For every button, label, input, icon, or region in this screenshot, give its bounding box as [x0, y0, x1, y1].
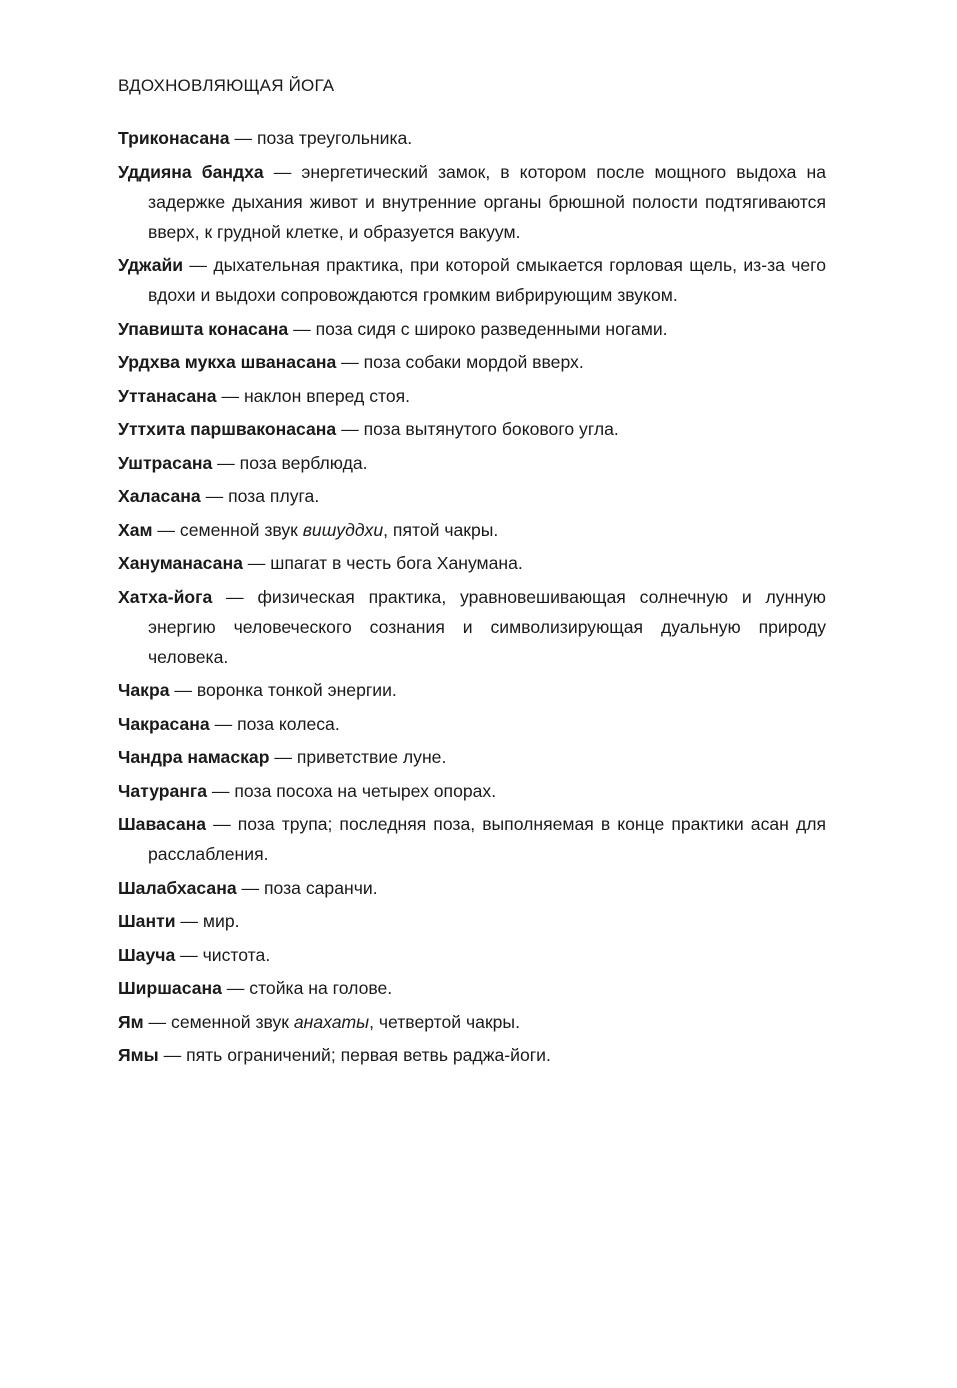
glossary-entry: Чатуранга — поза посоха на четырех опорах. [118, 780, 497, 801]
glossary-definition-tail: , четвертой чакры. [369, 1011, 520, 1032]
glossary-entry: Хам — семенной звук вишуддхи, пятой чакры. [118, 519, 499, 540]
glossary-entry: Упавишта конасана — поза сидя с широко разведенными ногами. [118, 318, 668, 339]
glossary-term: Ширшасана [118, 978, 222, 998]
glossary-entry: Уддияна бандха — энергетический замок, в котором после мощного выдоха на задержке дыхания живот и внутренние органы брюшной полости подтягиваются вверх, к грудной клетке, и образуется вакуум. [118, 161, 827, 242]
glossary-term: Уджайи [118, 255, 184, 275]
glossary-term: Триконасана [118, 128, 230, 148]
glossary-definition: поза вытянутого бокового угла. [363, 419, 619, 439]
glossary-term: Хам [118, 519, 153, 540]
glossary-entry: Ям — семенной звук анахаты, четвертой чакры. [118, 1011, 520, 1032]
glossary-definition: поза саранчи. [264, 877, 378, 898]
glossary-definition: пять ограничений; первая ветвь раджа-йоги. [186, 1045, 551, 1065]
glossary-definition: поза треугольника. [256, 128, 413, 148]
glossary-term: Шауча [118, 944, 176, 965]
glossary-definition: энергетический замок, в котором после мощного выдоха на задержке дыхания живот и внутренние органы брюшной полости подтягиваются вверх, к грудной клетке, и образуется вакуум. [148, 161, 827, 242]
glossary-term: Хатха-йога [118, 586, 213, 607]
glossary-term: Шанти [118, 911, 176, 931]
glossary-entry: Хатха-йога — физическая практика, уравновешивающая солнечную и лунную энергию человеческого сознания и символизирующая дуальную природу человека. [118, 586, 826, 667]
glossary-term: Шавасана [118, 814, 207, 834]
glossary-definition: поза собаки мордой вверх. [363, 352, 584, 372]
glossary-entry: Чакра — воронка тонкой энергии. [118, 680, 397, 700]
glossary-entry: Шалабхасана — поза саранчи. [118, 877, 378, 898]
glossary-entry: Шанти — мир. [118, 911, 240, 931]
glossary-entry: Урдхва мукха шванасана — поза собаки мордой вверх. [118, 352, 584, 372]
glossary-entry: Ширшасана — стойка на голове. [118, 978, 393, 998]
glossary-entry: Чакрасана — поза колеса. [118, 713, 340, 734]
glossary-definition: поза колеса. [237, 713, 340, 734]
glossary-definition-italic: вишуддхи [302, 519, 384, 540]
glossary-definition: поза плуга. [228, 486, 320, 506]
glossary-entry: Шавасана — поза трупа; последняя поза, выполняемая в конце практики асан для расслабления. [118, 814, 826, 864]
glossary-entry: Триконасана — поза треугольника. [118, 128, 413, 148]
glossary-term: Чандра намаскар [118, 747, 270, 767]
glossary-list [118, 123, 826, 1074]
glossary-definition: семенной звук [179, 519, 303, 540]
glossary-entry: Ямы — пять ограничений; первая ветвь раджа-йоги. [118, 1045, 551, 1065]
glossary-term: Уттанасана [118, 385, 217, 406]
glossary-definition: шпагат в честь бога Ханумана. [270, 553, 523, 573]
glossary-definition: поза верблюда. [239, 452, 368, 473]
glossary-entry: Чандра намаскар — приветствие луне. [118, 747, 447, 767]
glossary-definition: дыхательная практика, при которой смыкается горловая щель, из-за чего вдохи и выдохи сопровождаются громким вибрирующим звуком. [148, 255, 826, 305]
glossary-definition: семенной звук [171, 1011, 294, 1032]
glossary-definition-tail: , пятой чакры. [383, 519, 499, 540]
glossary-term: Уддияна бандха [118, 161, 264, 182]
glossary-entry: Уттхита паршваконасана — поза вытянутого бокового угла. [118, 419, 619, 439]
glossary-term: Урдхва мукха шванасана [118, 352, 337, 372]
glossary-term: Уттхита паршваконасана [118, 419, 337, 439]
glossary-definition: чистота. [202, 944, 271, 965]
glossary-term: Чакрасана [118, 713, 210, 734]
glossary-definition: наклон вперед стоя. [243, 385, 411, 406]
glossary-entry: Уттанасана — наклон вперед стоя. [118, 385, 411, 406]
glossary-entry: Уджайи — дыхательная практика, при которой смыкается горловая щель, из-за чего вдохи и выдохи сопровождаются громким вибрирующим звуком. [118, 255, 826, 305]
glossary-definition-italic: анахаты [293, 1011, 370, 1032]
glossary-definition: поза трупа; последняя поза, выполняемая в конце практики асан для расслабления. [148, 814, 826, 864]
glossary-definition: мир. [202, 911, 240, 931]
glossary-entry: Уштрасана — поза верблюда. [118, 452, 368, 473]
glossary-term: Хануманасана [118, 553, 243, 573]
glossary-term: Уштрасана [118, 452, 213, 473]
glossary-definition: поза сидя с широко разведенными ногами. [315, 318, 668, 339]
glossary-term: Ям [118, 1011, 144, 1032]
glossary-definition: стойка на голове. [249, 978, 393, 998]
glossary-definition: физическая практика, уравновешивающая солнечную и лунную энергию человеческого сознания и символизирующая дуальную природу человека. [148, 586, 826, 667]
running-head: ВДОХНОВЛЯЮЩАЯ ЙОГА [118, 76, 335, 95]
glossary-definition: поза посоха на четырех опорах. [234, 780, 497, 801]
glossary-entry: Халасана — поза плуга. [118, 486, 320, 506]
glossary-definition: приветствие луне. [296, 747, 447, 767]
glossary-term: Халасана [118, 486, 201, 506]
glossary-entry: Шауча — чистота. [118, 944, 271, 965]
glossary-definition: воронка тонкой энергии. [196, 680, 397, 700]
glossary-term: Чатуранга [118, 780, 208, 801]
glossary-term: Шалабхасана [118, 877, 237, 898]
glossary-term: Упавишта конасана [118, 318, 289, 339]
glossary-entry: Хануманасана — шпагат в честь бога Ханумана. [118, 553, 523, 573]
glossary-term: Чакра [118, 680, 170, 700]
glossary-term: Ямы [118, 1045, 159, 1065]
